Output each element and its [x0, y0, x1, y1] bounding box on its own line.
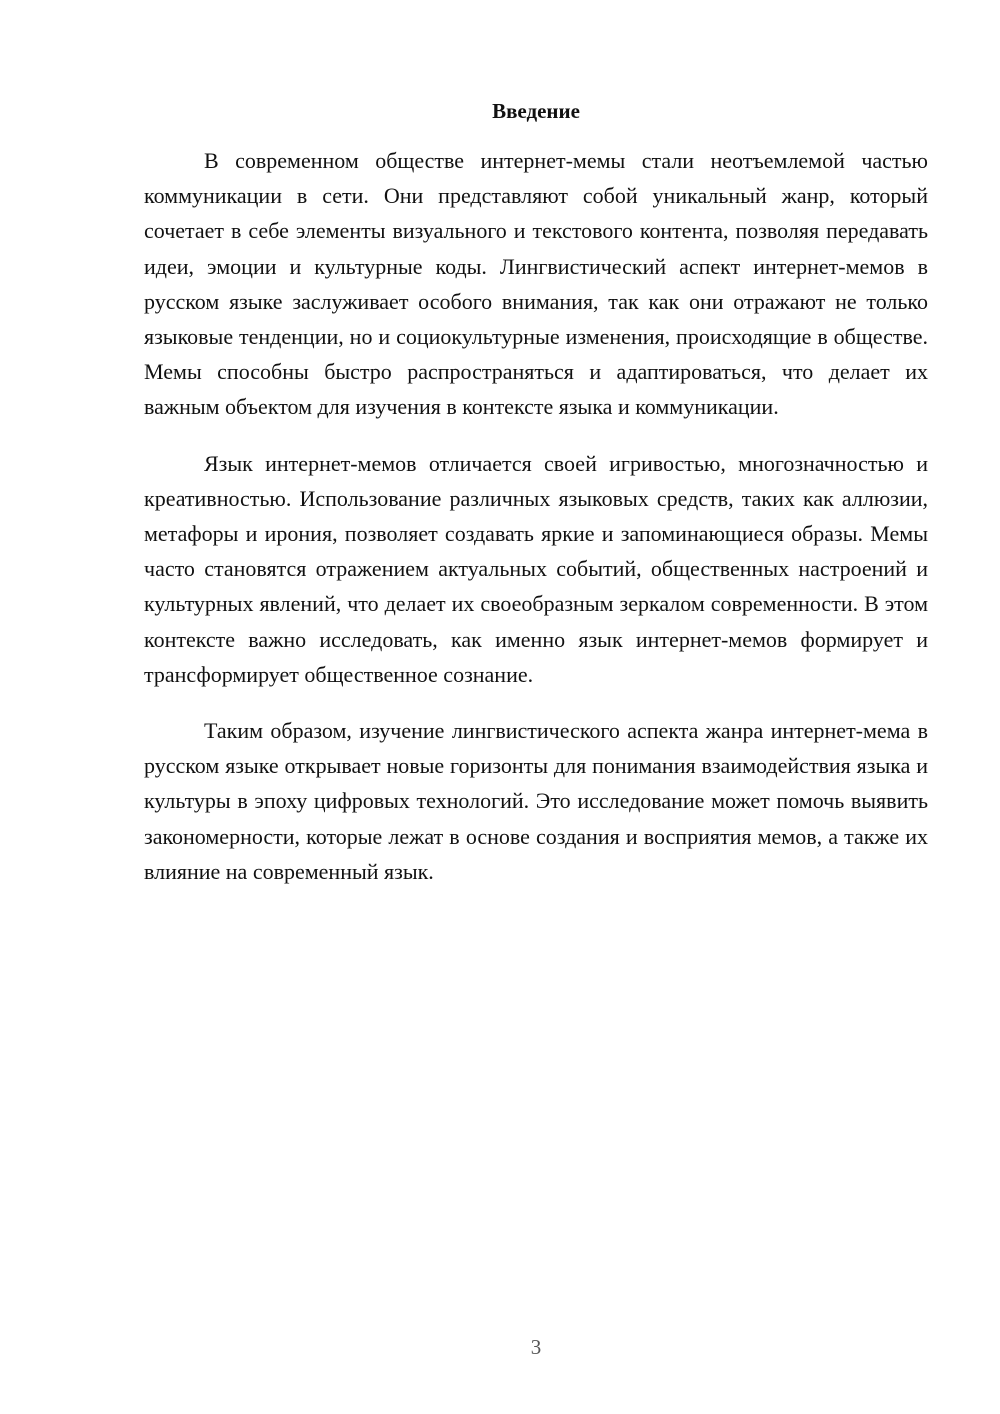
paragraph-2: Язык интернет-мемов отличается своей игривостью, многозначностью и креативностью. Использование различных языковых средств, таких как аллюзии, метафоры и ирония, позволяет создавать яркие и запоминающиеся образы. Мемы часто становятся отражением актуальных событий, общественных настроений и культурных явлений, что делает их своеобразным зеркалом современности. В этом контексте важно исследовать, как именно язык интернет-мемов формирует и трансформирует общественное сознание.: [144, 450, 928, 687]
section-title: Введение: [492, 99, 580, 123]
paragraph-3: Таким образом, изучение лингвистического аспекта жанра интернет-мема в русском языке открывает новые горизонты для понимания взаимодействия языка и культуры в эпоху цифровых технологий. Это исследование может помочь выявить закономерности, которые лежат в основе создания и восприятия мемов, а также их влияние на современный язык.: [144, 718, 928, 884]
paragraph-1: В современном обществе интернет-мемы стали неотъемлемой частью коммуникации в сети. Они представляют собой уникальный жанр, который сочетает в себе элементы визуального и текстового контента, позволяя передавать идеи, эмоции и культурные коды. Лингвистический аспект интернет-мемов в русском языке заслуживает особого внимания, так как они отражают не только языковые тенденции, но и социокультурные изменения, происходящие в обществе. Мемы способны быстро распространяться и адаптироваться, что делает их важным объектом для изучения в контексте языка и коммуникации.: [144, 148, 928, 420]
page-number: 3: [530, 1335, 542, 1359]
body-text: [144, 143, 928, 910]
